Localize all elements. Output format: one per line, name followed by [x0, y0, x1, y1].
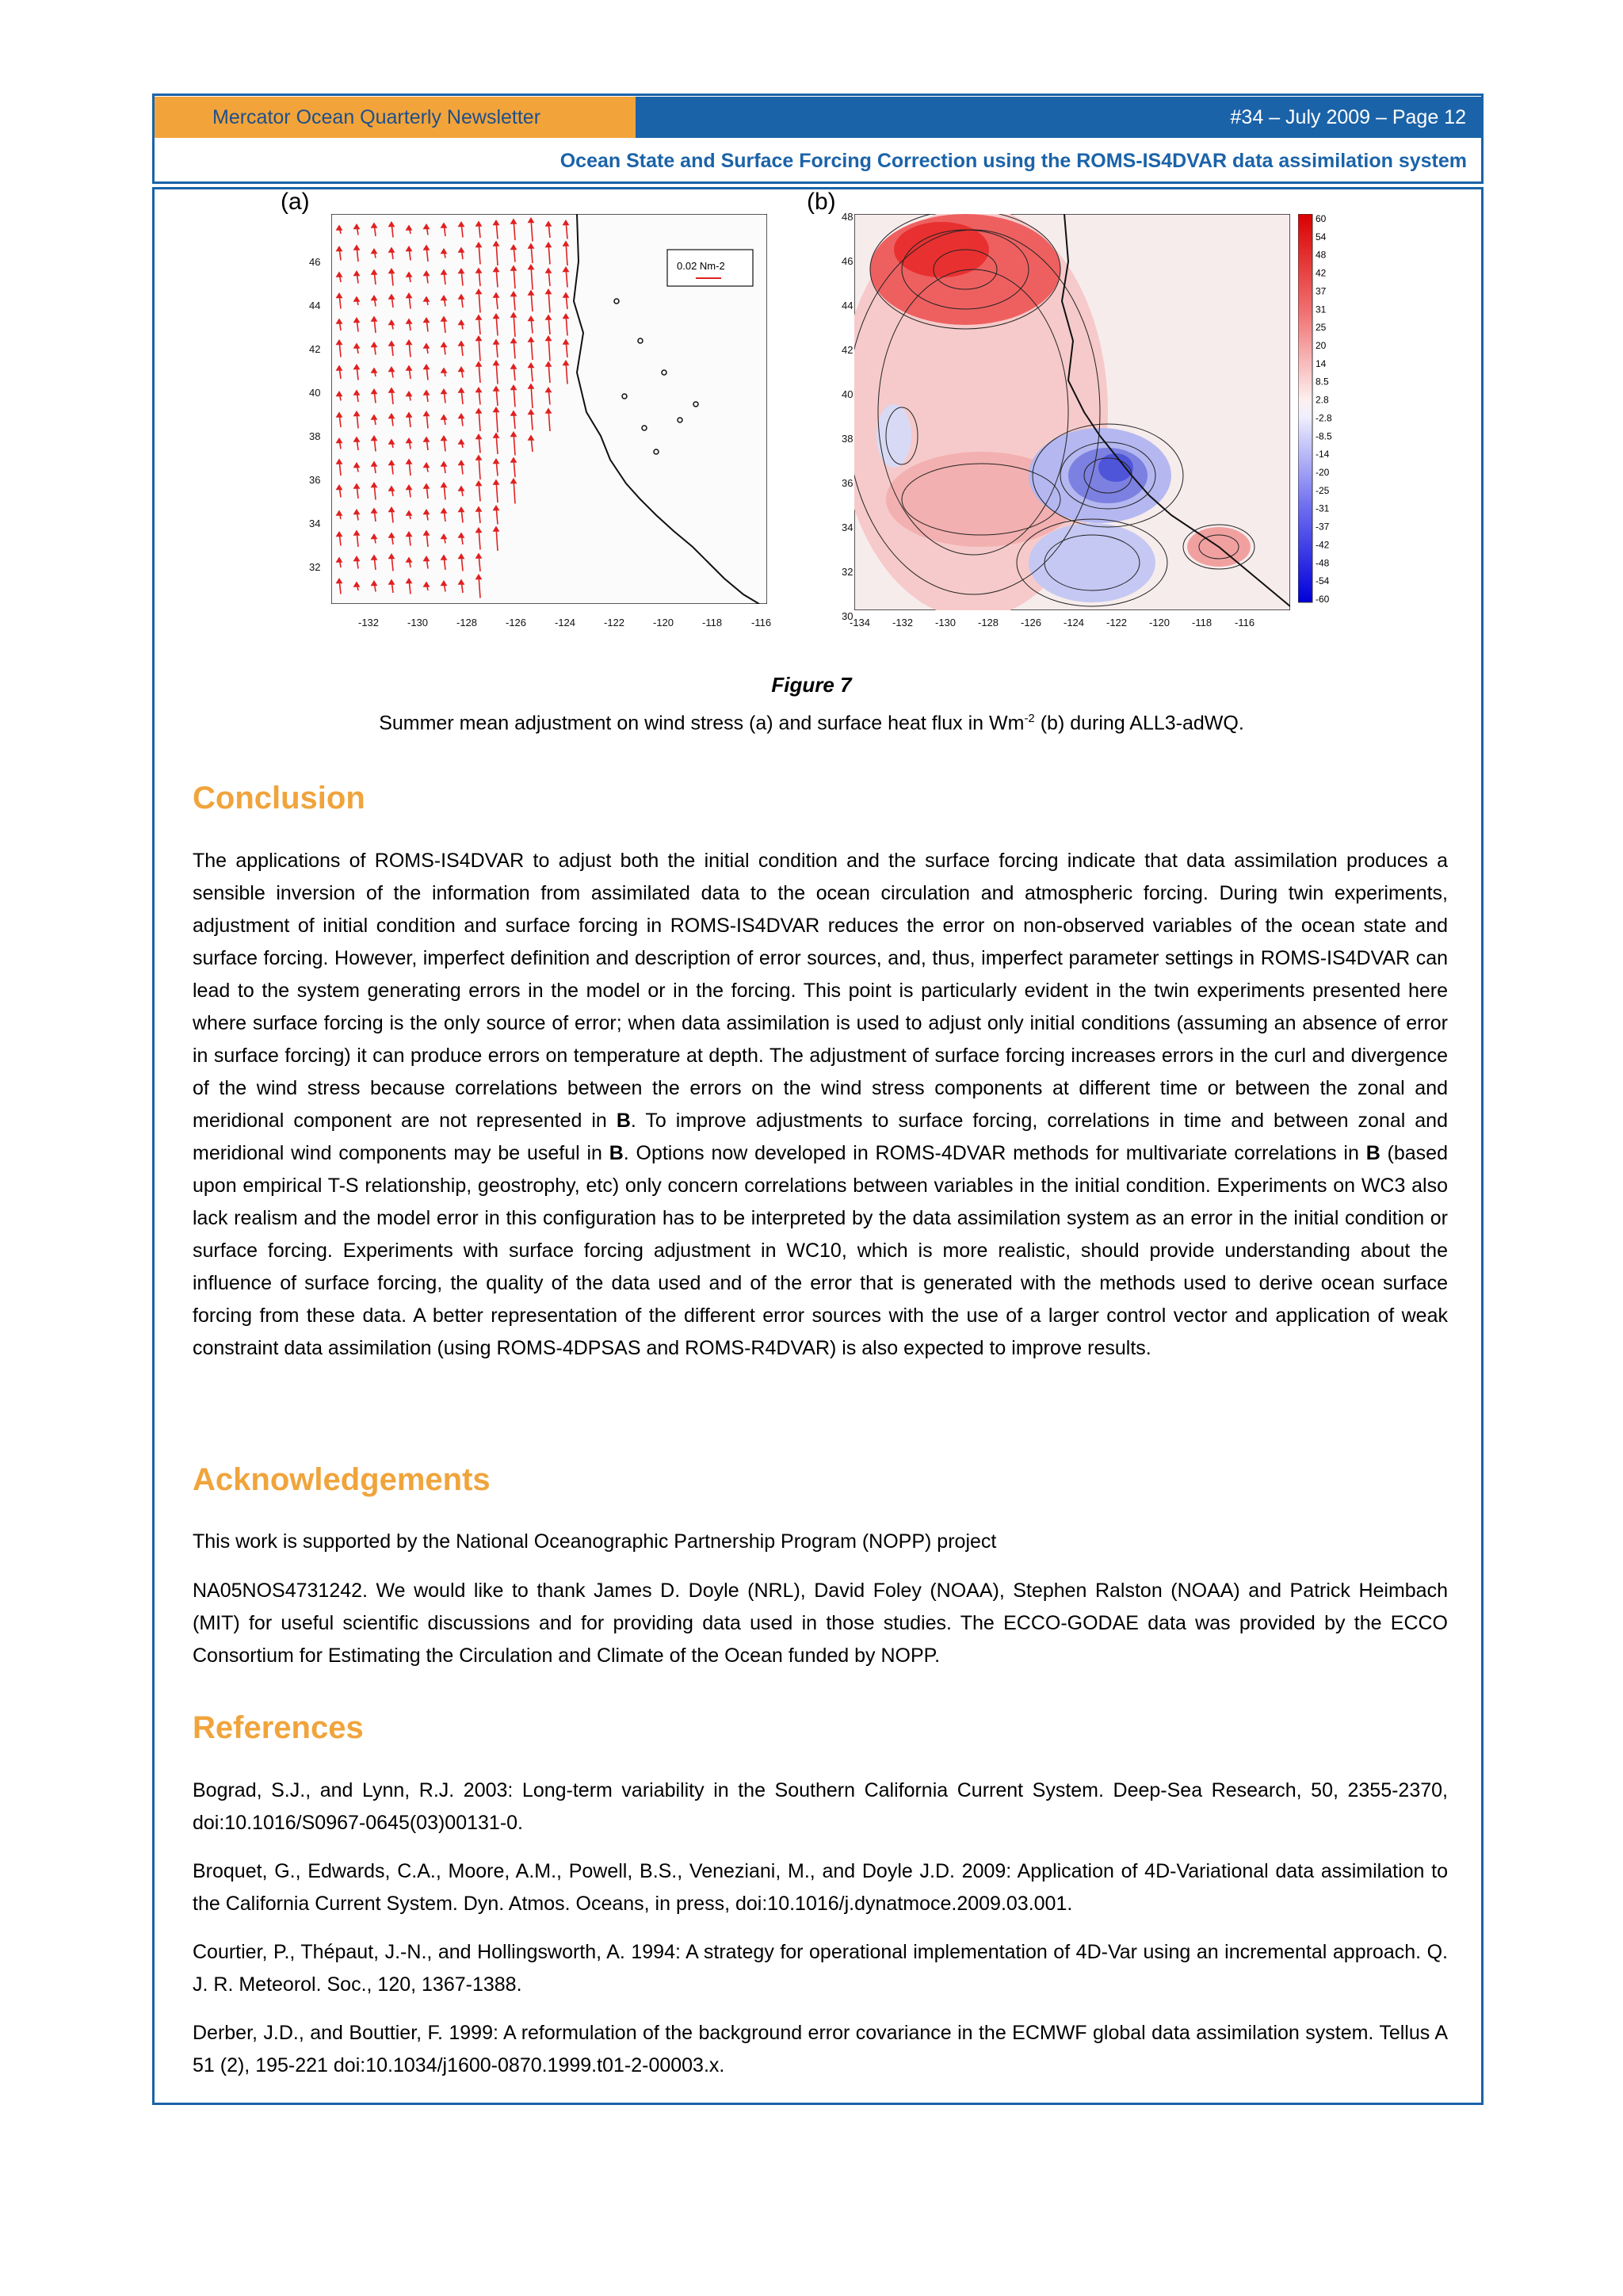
axis-tick-label: -116: [751, 617, 772, 628]
colorbar-tick-label: 42: [1316, 267, 1327, 279]
axis-tick-label: -132: [358, 617, 380, 628]
wind-stress-map: [331, 214, 767, 604]
reference-item: Courtier, P., Thépaut, J.-N., and Hollingsworth, A. 1994: A strategy for operational implementation of 4D-Var using an incremental approach. Q. J. R. Meteorol. Soc., 120, 1367-1388.: [193, 1941, 1448, 1996]
axis-tick-label: 32: [309, 561, 321, 573]
axis-tick-label: 48: [842, 211, 854, 223]
axis-tick-label: -132: [892, 617, 914, 628]
colorbar: [1298, 214, 1346, 610]
axis-tick-label: 38: [842, 433, 854, 445]
reference-item: Broquet, G., Edwards, C.A., Moore, A.M., Powell, B.S., Veneziani, M., and Doyle J.D. 2009: Application of 4D-Variational data assimilation to the California Current System. Dyn. Atmos. Oceans, in press, doi:10.1016/j.dynatmoce.2009.03.001.: [193, 1860, 1448, 1915]
colorbar-tick-label: 8.5: [1316, 376, 1329, 388]
axis-tick-label: 32: [842, 566, 854, 578]
axis-tick-label: 44: [309, 300, 321, 311]
colorbar-tick-label: -8.5: [1316, 430, 1332, 442]
acknowledgements-paragraph: NA05NOS4731242. We would like to thank James D. Doyle (NRL), David Foley (NOAA), Stephen Ralston (NOAA) and Patrick Heimbach (MIT) for useful scientific discussions and for providing data used in those studies. The ECCO-GODAE data was provided by the ECCO Consortium for Estimating the Circulation and Climate of the Ocean funded by NOPP.: [193, 1580, 1448, 1667]
acknowledgements-heading: Acknowledgements: [193, 1462, 491, 1497]
axis-tick-label: 38: [309, 430, 321, 442]
article-title: Ocean State and Surface Forcing Correction using the ROMS-IS4DVAR data assimilation system: [152, 138, 1484, 184]
panel-a-label: (a): [281, 189, 310, 215]
axis-tick-label: -124: [1064, 617, 1085, 628]
axis-tick-label: -116: [1235, 617, 1255, 628]
newsletter-name: Mercator Ocean Quarterly Newsletter: [152, 97, 636, 138]
colorbar-tick-label: 48: [1316, 249, 1327, 261]
axis-tick-label: 42: [309, 343, 321, 355]
axis-tick-label: -118: [702, 617, 723, 628]
axis-tick-label: 40: [842, 388, 854, 400]
figure-caption-title: Figure 7: [771, 673, 852, 697]
colorbar-tick-label: 54: [1316, 231, 1327, 243]
axis-tick-label: -128: [978, 617, 999, 628]
colorbar-tick-label: 25: [1316, 322, 1327, 334]
newsletter-header: [152, 97, 1484, 138]
acknowledgements-line: This work is supported by the National Oceanographic Partnership Program (NOPP) project: [193, 1530, 997, 1553]
axis-tick-label: -120: [1149, 617, 1170, 628]
axis-tick-label: 44: [842, 300, 854, 311]
colorbar-tick-label: 14: [1316, 357, 1327, 369]
axis-tick-label: 42: [842, 344, 854, 356]
colorbar-tick-label: 37: [1316, 285, 1327, 297]
colorbar-ticks: [1316, 214, 1332, 605]
figure-caption: Summer mean adjustment on wind stress (a) and surface heat flux in $Wm^{-2}$ (b) during ALL3-adWQ.: [379, 712, 1244, 735]
colorbar-tick-label: 31: [1316, 304, 1327, 315]
axis-tick-label: -122: [1106, 617, 1128, 628]
axis-tick-label: -124: [555, 617, 576, 628]
axis-tick-label: 34: [309, 518, 321, 529]
colorbar-tick-label: -2.8: [1316, 412, 1332, 424]
panel-b-label: (b): [807, 189, 836, 215]
axis-tick-label: 46: [309, 256, 321, 268]
reference-item: Derber, J.D., and Bouttier, F. 1999: A reformulation of the background error covariance in the ECMWF global data assimilation system. Tellus A 51 (2), 195-221 doi:10.1034/j1600-0870.1999.t01-2-00003.x.: [193, 2022, 1448, 2076]
axis-tick-label: 36: [309, 474, 321, 486]
axis-tick-label: 34: [842, 521, 854, 533]
colorbar-tick-label: -25: [1316, 484, 1330, 496]
axis-tick-label: -126: [506, 617, 527, 628]
axis-tick-label: -118: [1192, 617, 1212, 628]
axis-tick-label: -134: [850, 617, 871, 628]
colorbar-tick-label: -60: [1316, 594, 1330, 605]
axis-tick-label: -126: [1021, 617, 1042, 628]
axis-tick-label: -130: [935, 617, 957, 628]
issue-page: #34 – July 2009 – Page 12: [636, 97, 1484, 138]
colorbar-tick-label: 2.8: [1316, 394, 1329, 406]
scale-label: 0.02 Nm-2: [677, 260, 725, 272]
colorbar-tick-label: -37: [1316, 521, 1330, 533]
heat-flux-map: [854, 214, 1290, 610]
colorbar-tick-label: -31: [1316, 502, 1330, 514]
conclusion-heading: Conclusion: [193, 781, 365, 816]
colorbar-tick-label: 60: [1316, 214, 1327, 224]
colorbar-tick-label: -54: [1316, 575, 1330, 587]
reference-item: Bograd, S.J., and Lynn, R.J. 2003: Long-term variability in the Southern California Current System. Deep-Sea Research, 50, 2355-2370, doi:10.1016/S0967-0645(03)00131-0.: [193, 1779, 1448, 1834]
figure-7: [277, 189, 1347, 636]
axis-tick-label: 30: [842, 610, 854, 622]
colorbar-tick-label: 20: [1316, 340, 1327, 351]
colorbar-tick-label: -48: [1316, 557, 1330, 569]
axis-tick-label: -122: [604, 617, 625, 628]
references-heading: References: [193, 1710, 364, 1745]
axis-tick-label: 40: [309, 387, 321, 399]
axis-tick-label: -130: [407, 617, 429, 628]
colorbar-tick-label: -42: [1316, 539, 1330, 551]
conclusion-paragraph: The applications of ROMS-IS4DVAR to adjust both the initial condition and the surface forcing indicate that data assimilation produces a sensible inversion of the information from assimilated data to the ocean circulation and atmospheric forcing. During twin experiments, adjustment of initial condition and surface forcing in ROMS-IS4DVAR reduces the error on non-observed variables of the ocean state and surface forcing. However, imperfect definition and description of error sources, and, thus, imperfect parameter settings in ROMS-IS4DVAR can lead to the system generating errors in the model or in the forcing. This point is particularly evident in the twin experiments presented here where surface forcing is the only source of error; when data assimilation is used to adjust only initial conditions (assuming an absence of error in surface forcing) it can produce errors on temperature at depth. The adjustment of surface forcing increases errors in the curl and divergence of the wind stress because correlations between the errors on the wind stress components at different time or between the zonal and meridional component are not represented in B. To improve adjustments to surface forcing, correlations in time and between zonal and meridional wind components may be useful in B. Options now developed in ROMS-4DVAR methods for multivariate correlations in B (based upon empirical T-S relationship, geostrophy, etc) only concern correlations between variables in the initial condition. Experiments on WC3 also lack realism and the model error in this configuration has to be interpreted by the data assimilation system as an error in the initial condition or surface forcing. Experiments with surface forcing adjustment in WC10, which is more realistic, should provide understanding about the influence of surface forcing, the quality of the data used and of the error that is generated with the methods used to derive ocean surface forcing from these data. A better representation of the different error sources with the use of a larger control vector and application of weak constraint data assimilation (using ROMS-4DPSAS and ROMS-R4DVAR) is also expected to improve results.: [193, 850, 1448, 1359]
axis-tick-label: -120: [653, 617, 674, 628]
colorbar-tick-label: -14: [1316, 449, 1330, 460]
axis-tick-label: 36: [842, 477, 854, 489]
colorbar-tick-label: -20: [1316, 467, 1330, 478]
axis-tick-label: -128: [456, 617, 478, 628]
axis-tick-label: 46: [842, 255, 854, 267]
